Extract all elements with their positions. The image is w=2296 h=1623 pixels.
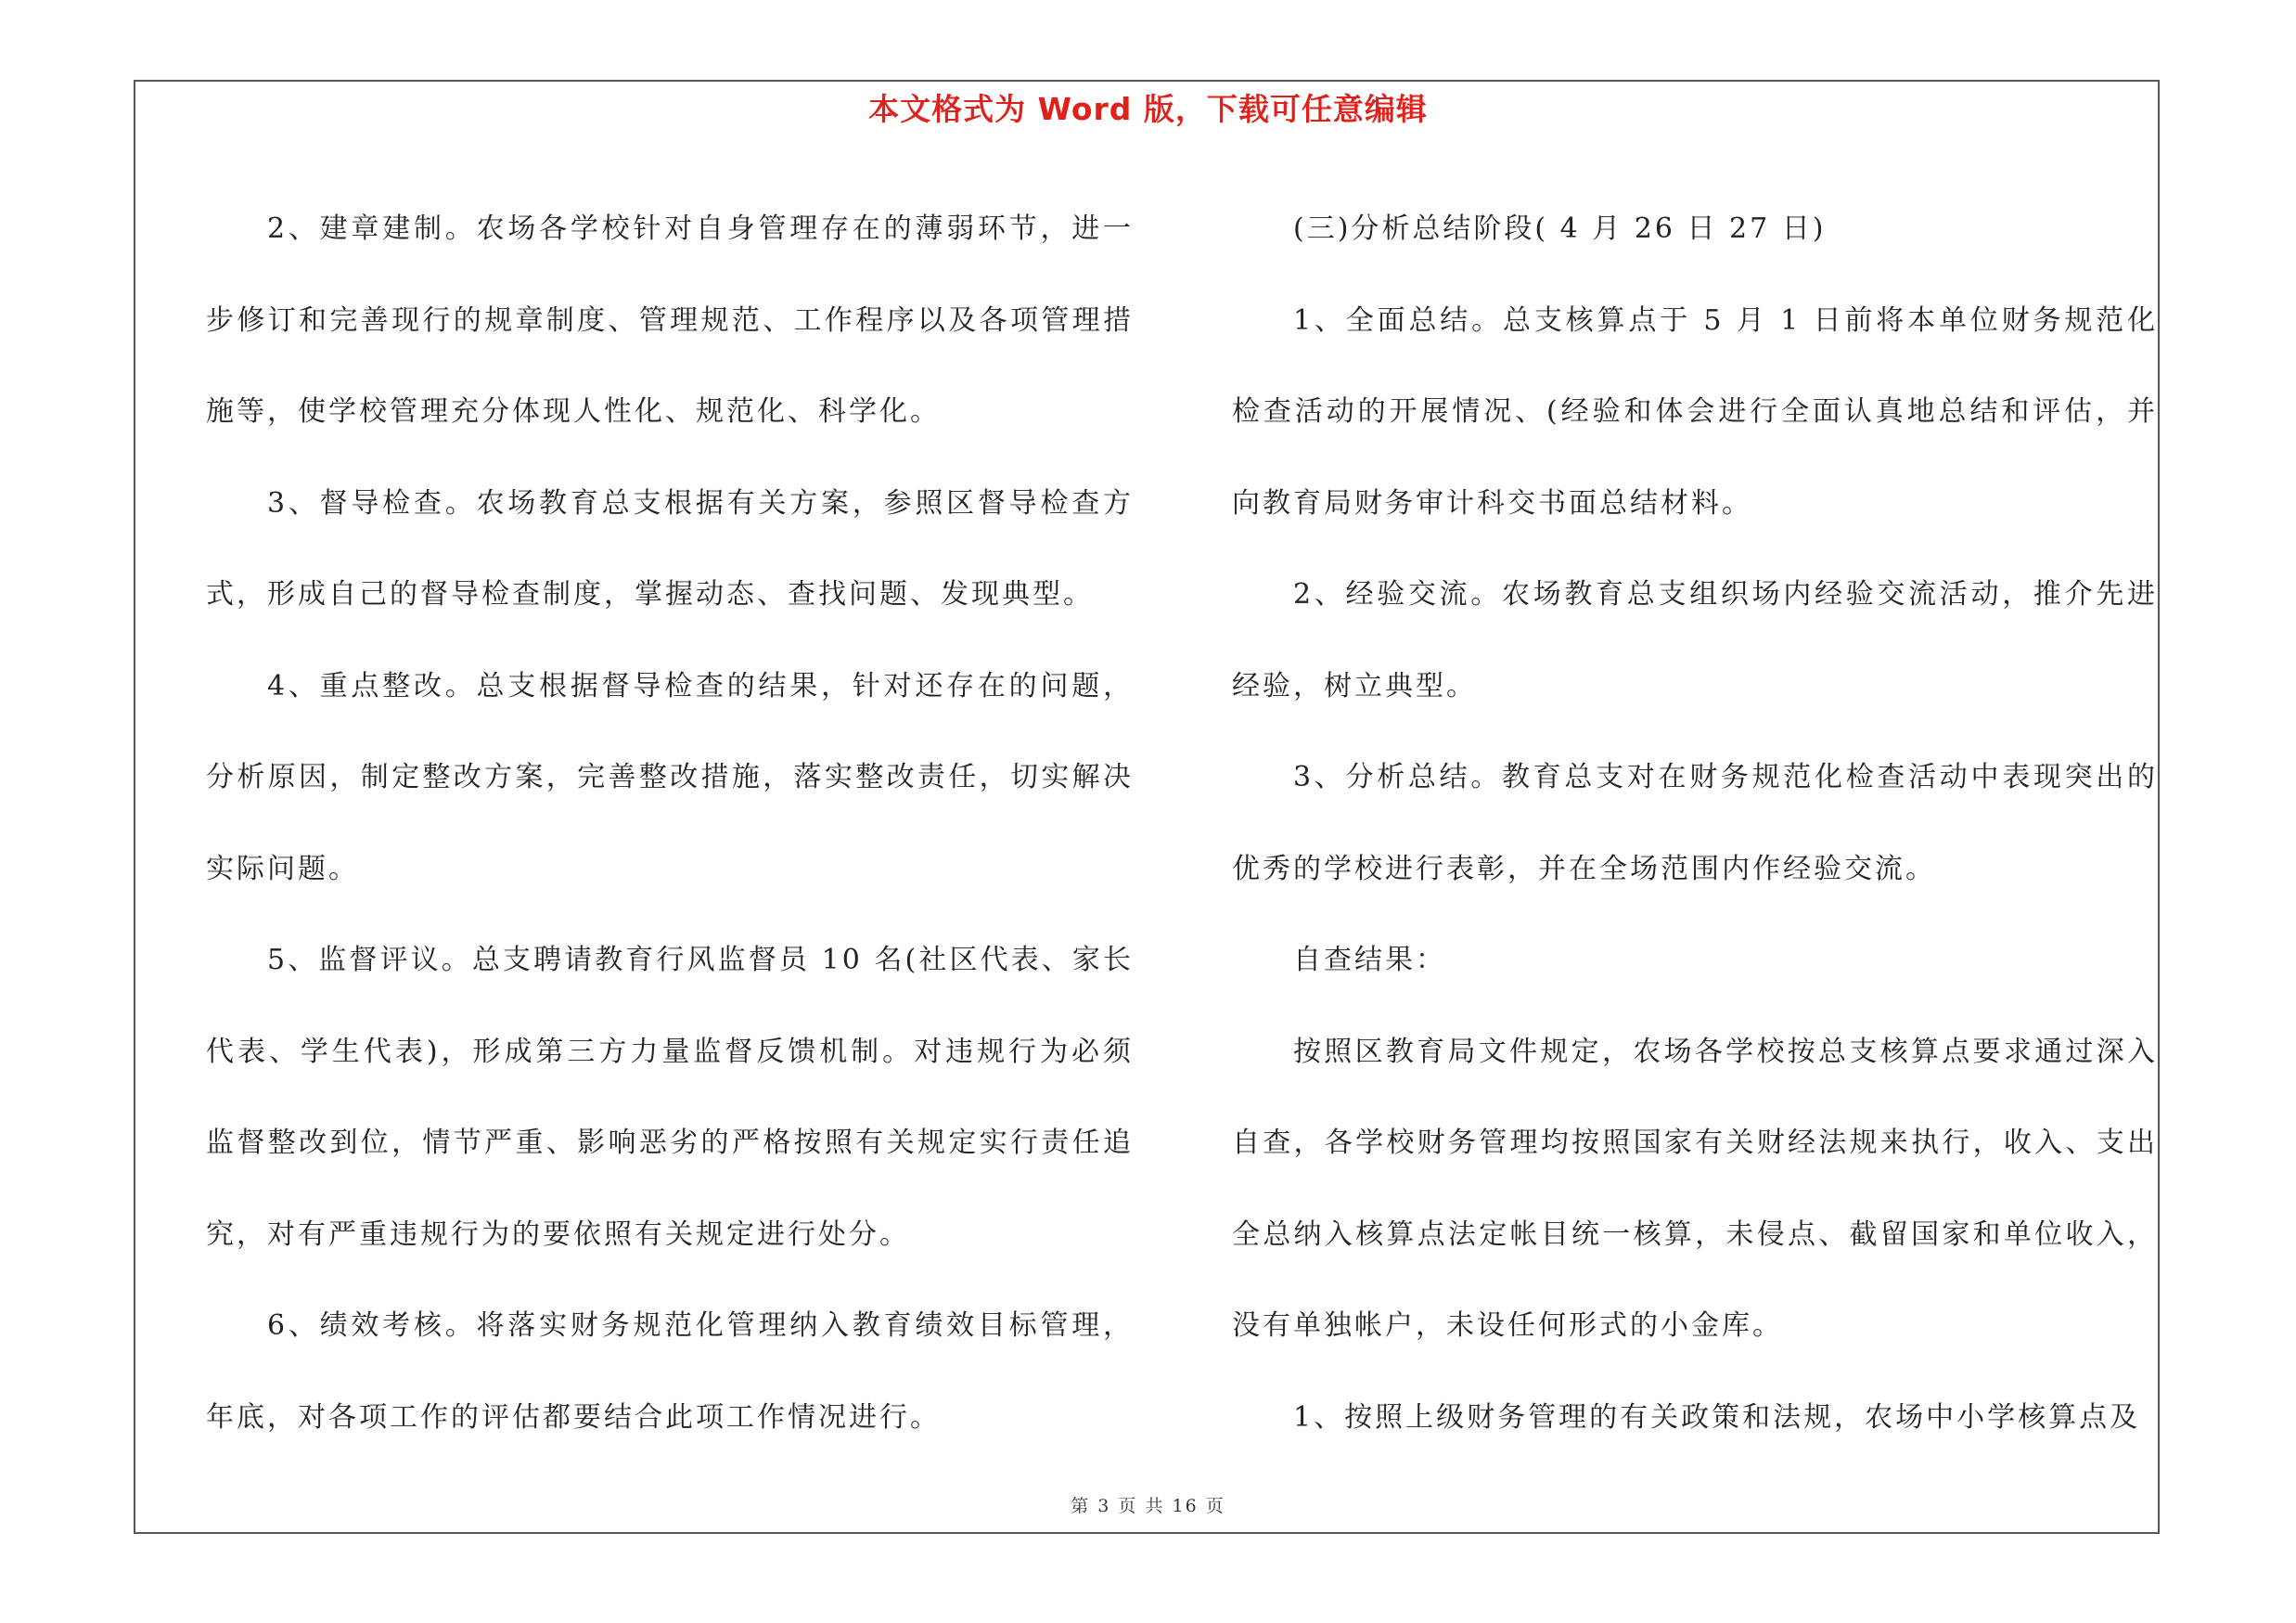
paragraph: 3、督导检查。农场教育总支根据有关方案，参照区督导检查方式，形成自己的督导检查制度，掌握动态、查找问题、发现典型。 xyxy=(206,486,1134,611)
paragraph: 6、绩效考核。将落实财务规范化管理纳入教育绩效目标管理，年底，对各项工作的评估都要结合此项工作情况进行。 xyxy=(206,1309,1134,1434)
section-heading: (三)分析总结阶段( 4 月 26 日 27 日) xyxy=(1293,213,1827,245)
paragraph: 按照区教育局文件规定，农场各学校按总支核算点要求通过深入自查，各学校财务管理均按照国家有关财经法规来执行，收入、支出全总纳入核算点法定帐目统一核算，未侵点、截留国家和单位收入，没有单独帐户，未设任何形式的小金库。 xyxy=(1232,1035,2158,1342)
paragraph: 2、建章建制。农场各学校针对自身管理存在的薄弱环节，进一步修订和完善现行的规章制度、管理规范、工作程序以及各项管理措施等，使学校管理充分体现人性化、规范化、科学化。 xyxy=(206,213,1134,428)
page-number: 第 3 页 共 16 页 xyxy=(1071,1496,1225,1516)
left-column xyxy=(206,184,1134,1463)
header-banner: 本文格式为 Word 版，下载可任意编辑 xyxy=(868,91,1428,127)
paragraph: 3、分析总结。教育总支对在财务规范化检查活动中表现突出的优秀的学校进行表彰，并在全场范围内作经验交流。 xyxy=(1232,761,2158,885)
paragraph: 1、按照上级财务管理的有关政策和法规，农场中小学核算点及 xyxy=(1293,1400,2141,1434)
paragraph: 5、监督评议。总支聘请教育行风监督员 10 名(社区代表、家长代表、学生代表)，形成第三方力量监督反馈机制。对违规行为必须监督整改到位，情节严重、影响恶劣的严格按照有关规定实行责任追究，对有严重违规行为的要依照有关规定进行处分。 xyxy=(206,944,1134,1251)
right-column xyxy=(1232,184,2158,1463)
paragraph: 4、重点整改。总支根据督导检查的结果，针对还存在的问题，分析原因，制定整改方案，完善整改措施，落实整改责任，切实解决实际问题。 xyxy=(206,669,1134,885)
paragraph: 2、经验交流。农场教育总支组织场内经验交流活动，推介先进经验，树立典型。 xyxy=(1232,578,2158,702)
self-check-heading: 自查结果： xyxy=(1293,944,1446,976)
paragraph: 1、全面总结。总支核算点于 5 月 1 日前将本单位财务规范化检查活动的开展情况、(经验和体会进行全面认真地总结和评估，并向教育局财务审计科交书面总结材料。 xyxy=(1232,303,2158,520)
